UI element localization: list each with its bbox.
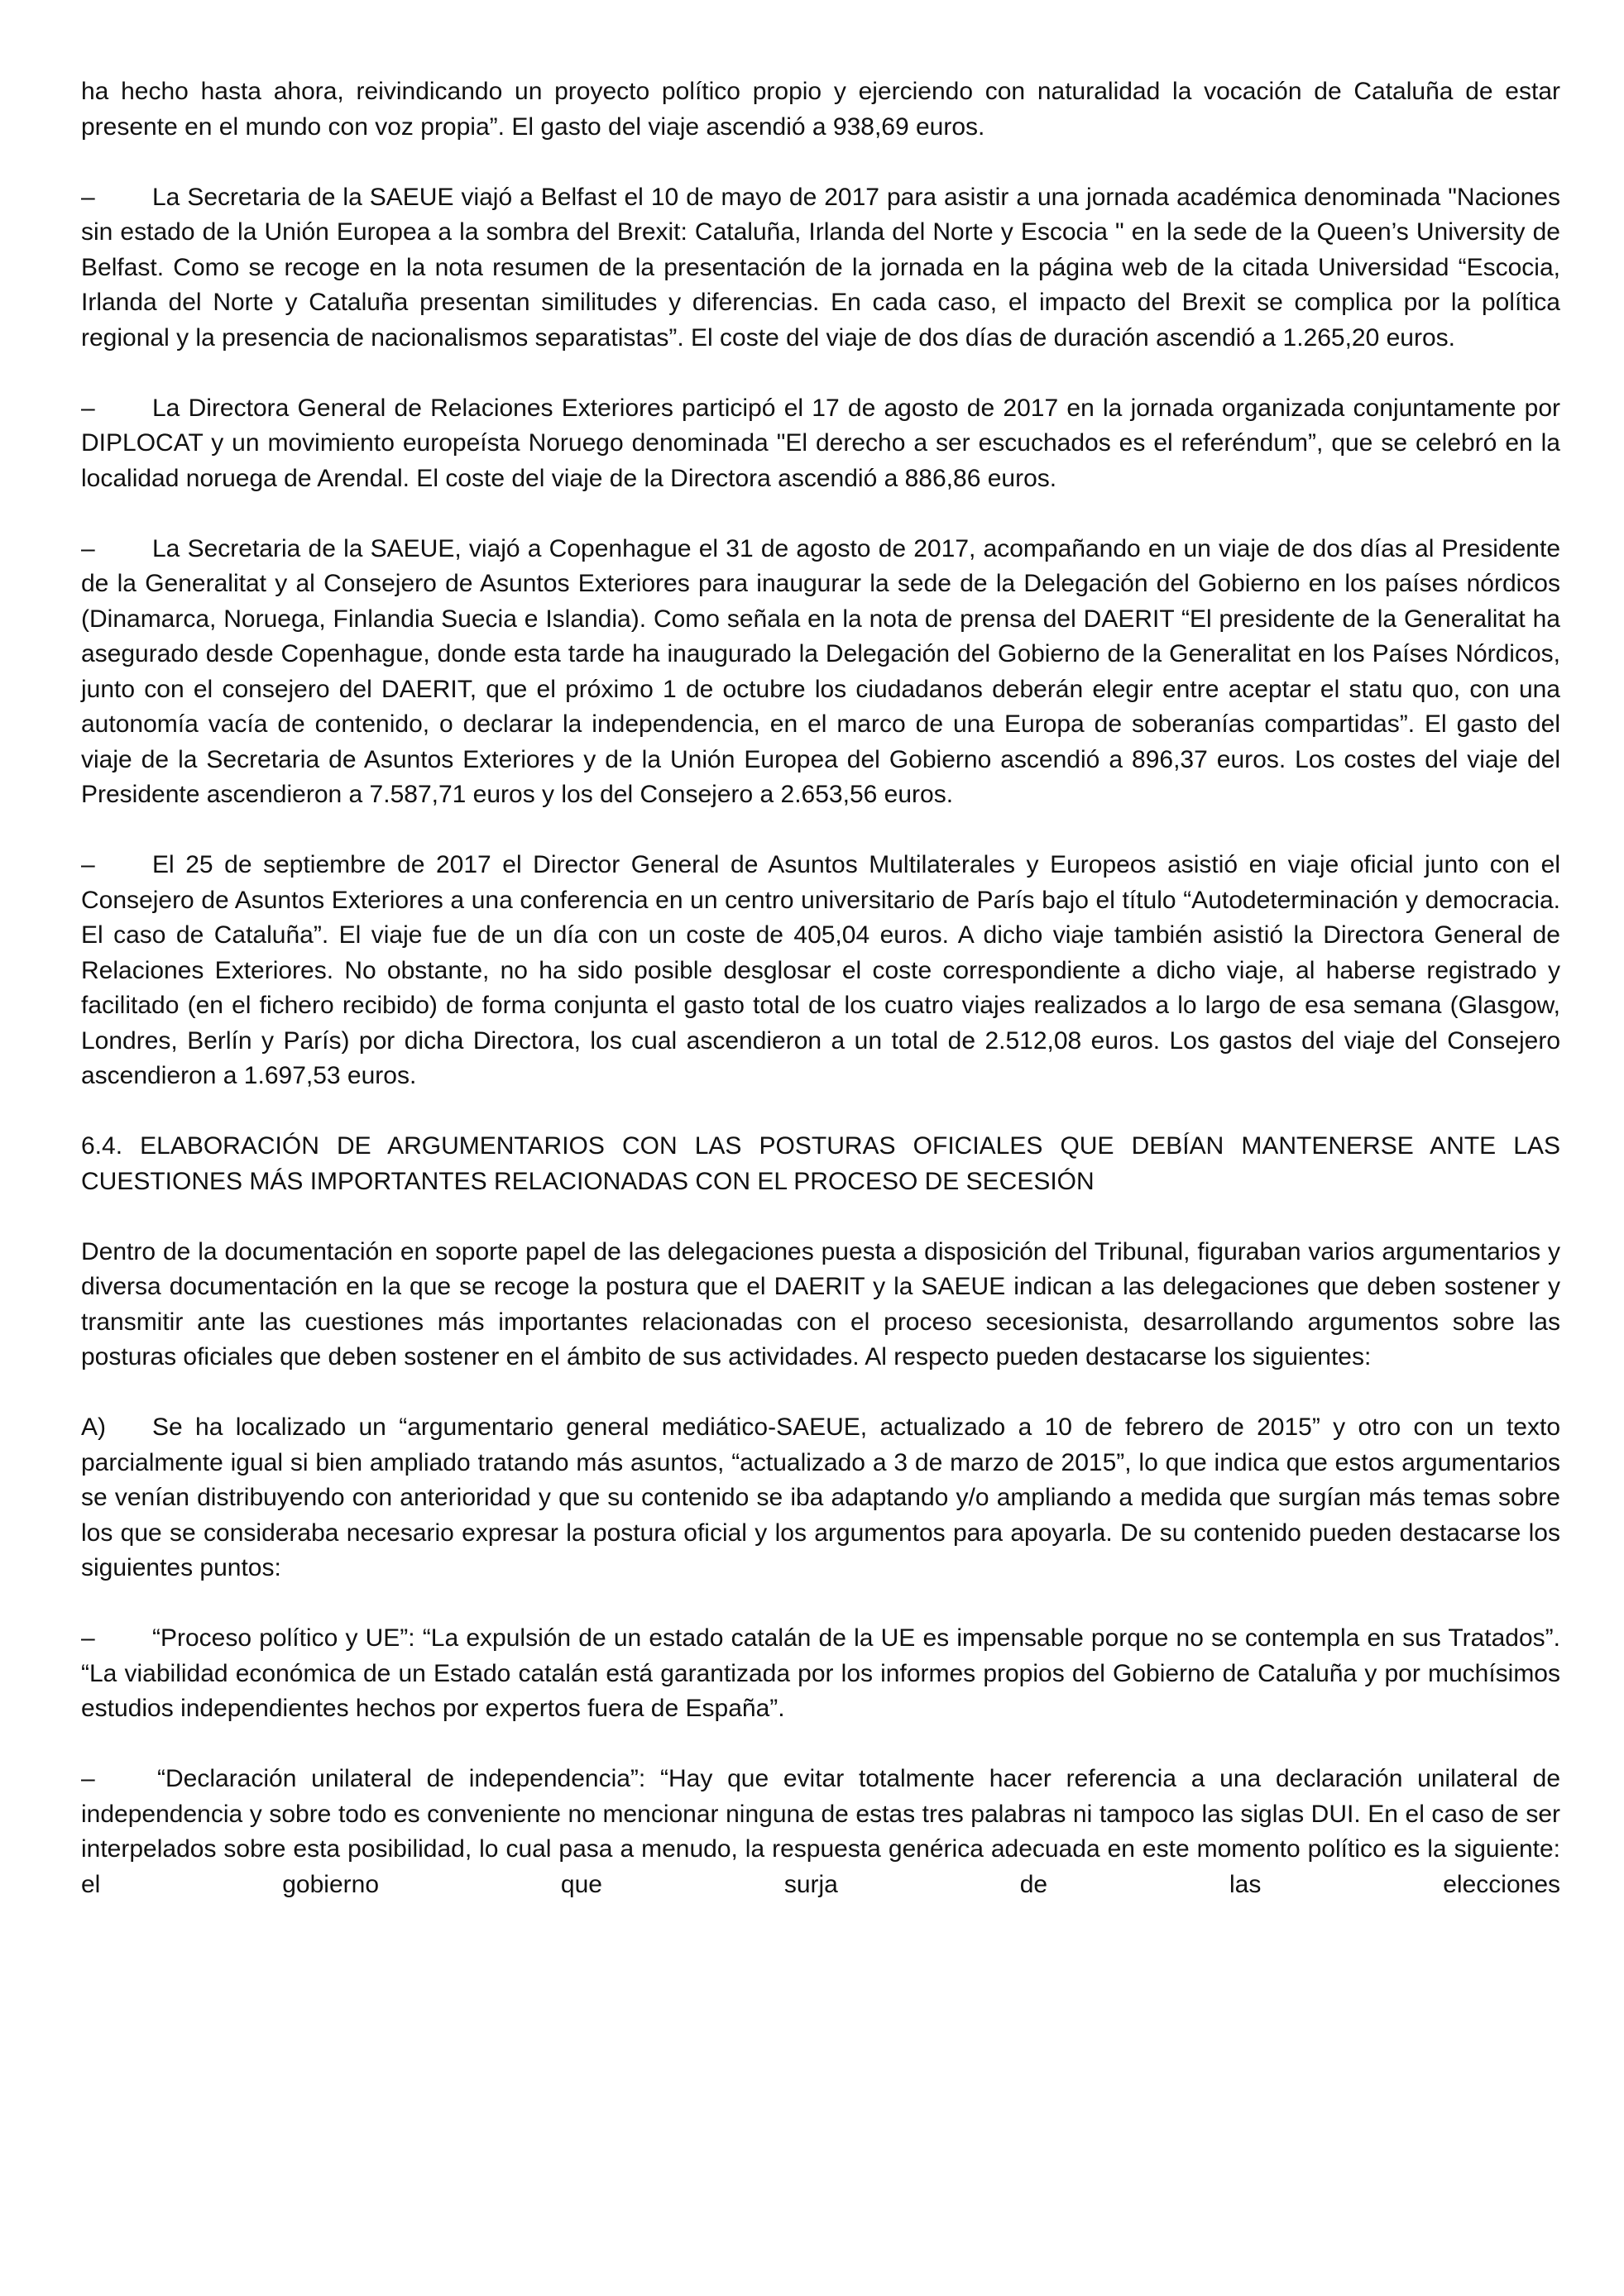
bullet-marker: – [81, 1765, 95, 1792]
paragraph-text: ha hecho hasta ahora, reivindicando un proyecto político propio y ejerciendo con naturalidad la vocación de Cataluña de estar presente en el mundo con voz propia”. El gasto del viaje ascendió a 938,69 euros. [81, 78, 1560, 141]
list-item-text: El 25 de septiembre de 2017 el Director General de Asuntos Multilaterales y Europeos asistió en viaje oficial junto con el Consejero de Asuntos Exteriores a una conferencia en un centro universitario de París bajo el título “Autodeterminación y democracia. El caso de Cataluña”. El viaje fue de un día con un coste de 405,04 euros. A dicho viaje también asistió la Directora General de Relaciones Exteriores. No obstante, no ha sido posible desglosar el coste correspondiente a dicho viaje, al haberse registrado y facilitado (en el fichero recibido) de forma conjunta el gasto total de los cuatro viajes realizados a lo largo de esa semana (Glasgow, Londres, Berlín y París) por dicha Directora, los cual ascendieron a un total de 2.512,08 euros. Los gastos del viaje del Consejero ascendieron a 1.697,53 euros. [81, 851, 1560, 1089]
letter-marker: A) [81, 1413, 106, 1441]
bullet-marker: – [81, 534, 95, 562]
paragraph [81, 74, 1560, 145]
list-item [81, 1762, 1560, 1902]
bullet-marker: – [81, 183, 95, 211]
list-item [81, 848, 1560, 1094]
paragraph [81, 1235, 1560, 1375]
document-page [81, 74, 1560, 1938]
list-item-text: “Declaración unilateral de independencia”: “Hay que evitar totalmente hacer referencia a una declaración unilateral de independencia y sobre todo es conveniente no mencionar ninguna de estas tres palabras ni tampoco las siglas DUI. En el caso de ser interpelados sobre esta posibilidad, lo cual pasa a menudo, la respuesta genérica adecuada en este momento político es la siguiente: el gobierno que surja de las elecciones [81, 1765, 1560, 1898]
section-heading-text: 6.4. ELABORACIÓN DE ARGUMENTARIOS CON LAS POSTURAS OFICIALES QUE DEBÍAN MANTENERSE ANTE LAS CUESTIONES MÁS IMPORTANTES RELACIONADAS CON EL PROCESO DE SECESIÓN [81, 1132, 1560, 1195]
list-item-text: La Secretaria de la SAEUE viajó a Belfast el 10 de mayo de 2017 para asistir a una jornada académica denominada "Naciones sin estado de la Unión Europea a la sombra del Brexit: Cataluña, Irlanda del Norte y Escocia " en la sede de la Queen’s University de Belfast. Como se recoge en la nota resumen de la presentación de la jornada en la página web de la citada Universidad “Escocia, Irlanda del Norte y Cataluña presentan similitudes y diferencias. En cada caso, el impacto del Brexit se complica por la política regional y la presencia de nacionalismos separatistas”. El coste del viaje de dos días de duración ascendió a 1.265,20 euros. [81, 183, 1560, 352]
list-item [81, 391, 1560, 497]
bullet-marker: – [81, 851, 95, 878]
bullet-marker: – [81, 1624, 95, 1652]
list-item-text: “Proceso político y UE”: “La expulsión de un estado catalán de la UE es impensable porque no se contempla en sus Tratados”. “La viabilidad económica de un Estado catalán está garantizada por los informes propios del Gobierno de Cataluña y por muchísimos estudios independientes hechos por expertos fuera de España”. [81, 1624, 1560, 1722]
list-item [81, 1621, 1560, 1727]
section-heading [81, 1129, 1560, 1199]
list-item-text: La Secretaria de la SAEUE, viajó a Copenhague el 31 de agosto de 2017, acompañando en un viaje de dos días al Presidente de la Generalitat y al Consejero de Asuntos Exteriores para inaugurar la sede de la Delegación del Gobierno en los países nórdicos (Dinamarca, Noruega, Finlandia Suecia e Islandia). Como señala en la nota de prensa del DAERIT “El presidente de la Generalitat ha asegurado desde Copenhague, donde esta tarde ha inaugurado la Delegación del Gobierno de la Generalitat en los Países Nórdicos, junto con el consejero del DAERIT, que el próximo 1 de octubre los ciudadanos deberán elegir entre aceptar el statu quo, con una autonomía vacía de contenido, o declarar la independencia, en el marco de una Europa de soberanías compartidas”. El gasto del viaje de la Secretaria de Asuntos Exteriores y de la Unión Europea del Gobierno ascendió a 896,37 euros. Los costes del viaje del Presidente ascendieron a 7.587,71 euros y los del Consejero a 2.653,56 euros. [81, 534, 1560, 808]
list-item [81, 532, 1560, 813]
list-item [81, 180, 1560, 356]
bullet-marker: – [81, 394, 95, 422]
list-item-text: La Directora General de Relaciones Exteriores participó el 17 de agosto de 2017 en la jornada organizada conjuntamente por DIPLOCAT y un movimiento europeísta Noruego denominada "El derecho a ser escuchados es el referéndum”, que se celebró en la localidad noruega de Arendal. El coste del viaje de la Directora ascendió a 886,86 euros. [81, 394, 1560, 492]
list-item-text: Se ha localizado un “argumentario general mediático-SAEUE, actualizado a 10 de febrero de 2015” y otro con un texto parcialmente igual si bien ampliado tratando más asuntos, “actualizado a 3 de marzo de 2015”, lo que indica que estos argumentarios se venían distribuyendo con anterioridad y que su contenido se iba adaptando y/o ampliando a medida que surgían más temas sobre los que se consideraba necesario expresar la postura oficial y los argumentos para apoyarla. De su contenido pueden destacarse los siguientes puntos: [81, 1413, 1560, 1581]
paragraph-text: Dentro de la documentación en soporte papel de las delegaciones puesta a disposición del Tribunal, figuraban varios argumentarios y diversa documentación en la que se recoge la postura que el DAERIT y la SAEUE indican a las delegaciones que deben sostener y transmitir ante las cuestiones más importantes relacionadas con el proceso secesionista, desarrollando argumentos sobre las posturas oficiales que deben sostener en el ámbito de sus actividades. Al respecto pueden destacarse los siguientes: [81, 1237, 1560, 1370]
list-item [81, 1410, 1560, 1586]
